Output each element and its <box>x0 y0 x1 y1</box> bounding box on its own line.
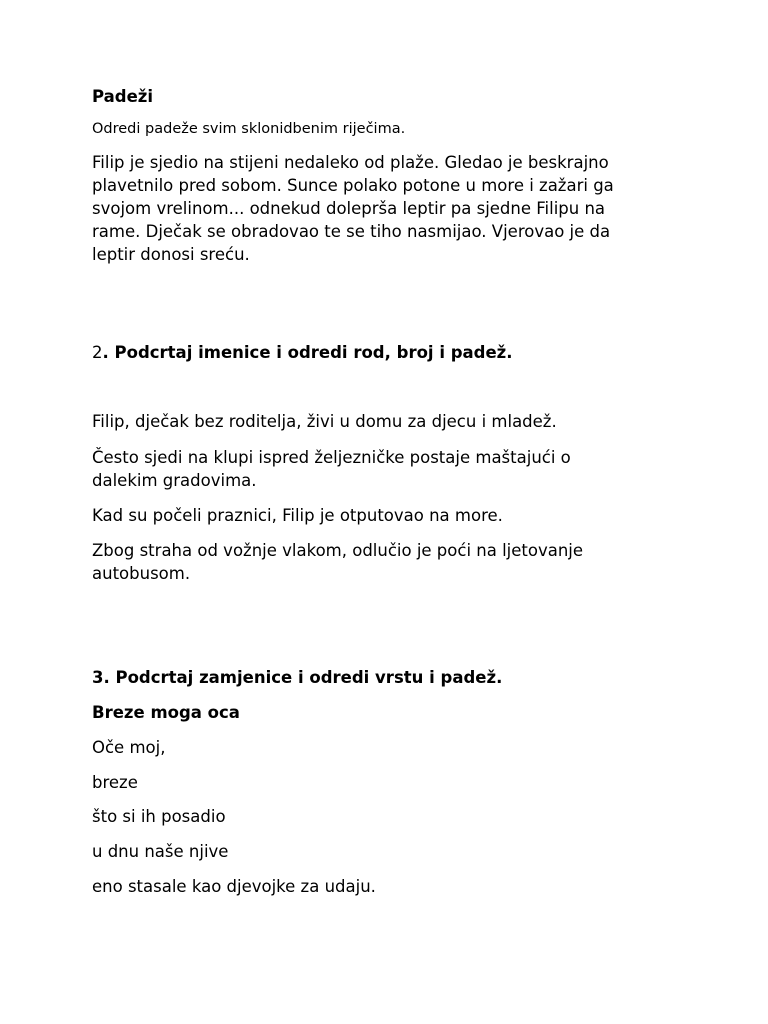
story-paragraph: Filip je sjedio na stijeni nedaleko od plaže. Gledao je beskrajno plavetnilo pred sobom. Sunce polako potone u more i zažari ga svojom vrelinom... odnekud dolepršа leptir pa sjedne Filipu na rame. Dječak se obradovao te se tiho nasmijao. Vjerovao je da leptir donosi sreću. <box>92 153 614 264</box>
instruction: Odredi padeže svim sklonidbenim riječima. <box>92 121 406 137</box>
page-title: Padeži <box>92 87 154 106</box>
poem-line: što si ih posadio <box>92 807 226 826</box>
task2-number: 2 <box>92 343 103 362</box>
task2-sentence: Često sjedi na klupi ispred željezničke postaje maštajući o dalekim gradovima. <box>92 448 571 490</box>
poem-title: Breze moga oca <box>92 703 240 722</box>
poem-line: u dnu naše njive <box>92 842 229 861</box>
task2-sentence: Zbog straha od vožnje vlakom, odlučio je poći na ljetovanje autobusom. <box>92 541 584 583</box>
task2-heading-text: . Podcrtaj imenice i odredi rod, broj i padež. <box>102 343 513 362</box>
task2-heading <box>92 341 513 364</box>
poem-line: breze <box>92 773 138 792</box>
task2-sentence: Filip, dječak bez roditelja, živi u domu za djecu i mladež. <box>92 412 557 431</box>
task2-sentence: Kad su počeli praznici, Filip je otputovao na more. <box>92 506 503 525</box>
poem-line: eno stasale kao djevojke za udaju. <box>92 877 376 896</box>
task3-heading: 3. Podcrtaj zamjenice i odredi vrstu i padež. <box>92 668 503 687</box>
poem-line: Oče moj, <box>92 738 166 757</box>
